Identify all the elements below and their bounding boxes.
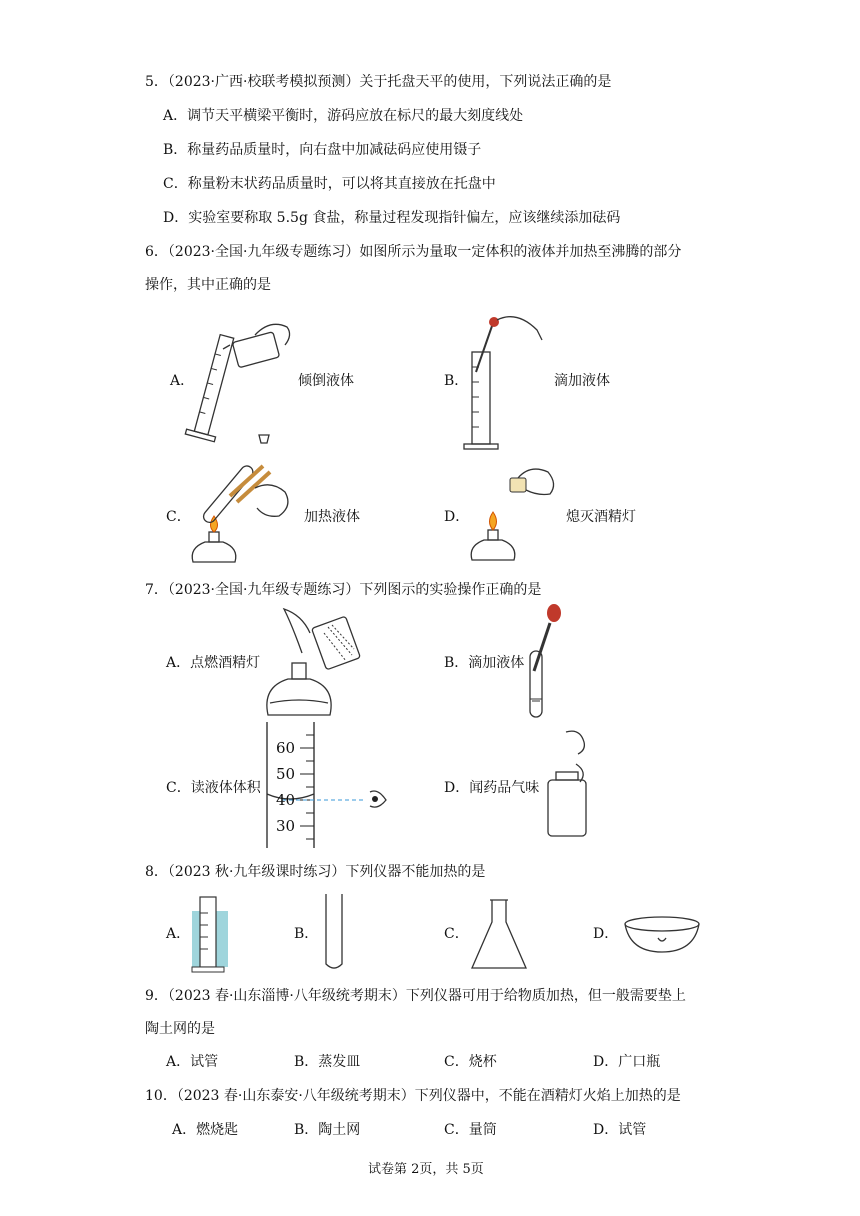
q8-option-a: A．	[166, 926, 191, 942]
q5-option-c: C．称量粉末状药品质量时，可以将其直接放在托盘中	[163, 176, 496, 192]
q7-option-a	[166, 653, 260, 673]
q6-option-d-caption: 熄灭酒精灯	[566, 509, 636, 525]
q10-option-d: D．试管	[593, 1122, 647, 1138]
q7-option-d	[444, 778, 539, 798]
q8-option-c: C．	[444, 926, 469, 942]
q10-option-c: C．量筒	[444, 1122, 497, 1138]
q6-option-c-letter: C．	[166, 509, 191, 525]
q9-option-d: D．广口瓶	[593, 1054, 661, 1070]
q9-stem-line1: 9．（2023 春·山东淄博·八年级统考期末）下列仪器可用于给物质加热，但一般需要垫上	[145, 988, 686, 1004]
q6-stem-line2: 操作，其中正确的是	[145, 277, 271, 293]
q7-stem: 7．（2023·全国·九年级专题练习）下列图示的实验操作正确的是	[145, 582, 542, 598]
q5-stem: 5．（2023·广西·校联考模拟预测）关于托盘天平的使用，下列说法正确的是	[145, 74, 612, 90]
pouring-liquid-figure	[185, 315, 300, 445]
q8-option-b: B．	[294, 926, 319, 942]
q10-stem: 10．（2023 春·山东泰安·八年级统考期末）下列仪器中，不能在酒精灯火焰上加热的是	[145, 1088, 681, 1104]
q7-option-b-caption: 滴加液体	[468, 655, 525, 671]
graduated-cylinder-figure	[188, 893, 232, 975]
dropping-liquid-figure	[462, 312, 552, 452]
q6-option-a-caption: 倾倒液体	[298, 373, 354, 389]
q8-stem: 8．（2023 秋·九年级课时练习）下列仪器不能加热的是	[145, 864, 486, 880]
q5-option-a: A．调节天平横梁平衡时，游码应放在标尺的最大刻度线处	[163, 108, 524, 124]
q5-option-d: D．实验室要称取 5.5g 食盐，称量过程发现指针偏左，应该继续添加砝码	[163, 210, 621, 226]
q9-stem-line2: 陶土网的是	[145, 1021, 215, 1037]
scale-label-30: 30	[276, 817, 296, 835]
q7-option-d-caption: 闻药品气味	[469, 780, 540, 796]
q6-option-a-letter: A．	[170, 373, 195, 389]
q7-option-a-caption: 点燃酒精灯	[190, 655, 261, 671]
q7-option-c-caption: 读液体体积	[190, 780, 261, 796]
q7-option-c	[166, 778, 261, 798]
q9-option-b: B．蒸发皿	[294, 1054, 361, 1070]
q7-option-b-letter: B．	[444, 655, 469, 671]
q6-option-c-caption: 加热液体	[304, 509, 360, 525]
q10-option-a: A．燃烧匙	[172, 1122, 239, 1138]
q7-option-d-letter: D．	[444, 780, 470, 796]
page-footer: 试卷第 2页，共 5页	[368, 1162, 484, 1177]
q10-option-b: B．陶土网	[294, 1122, 361, 1138]
conical-flask-figure	[468, 896, 530, 974]
q9-option-a: A．试管	[166, 1054, 219, 1070]
heating-liquid-figure	[185, 458, 300, 570]
evaporating-dish-figure	[622, 914, 702, 956]
q7-option-b	[444, 653, 524, 673]
q6-option-d-letter: D．	[444, 509, 470, 525]
test-tube-figure	[322, 892, 346, 974]
q7-option-a-letter: A．	[166, 655, 191, 671]
q9-option-c: C．烧杯	[444, 1054, 497, 1070]
dropper-into-tube-figure	[520, 603, 580, 721]
q5-option-b: B．称量药品质量时，向右盘中加减砝码应使用镊子	[163, 142, 482, 158]
q6-option-b-caption: 滴加液体	[554, 373, 610, 389]
scale-label-40: 40	[276, 791, 296, 809]
lighting-lamp-figure	[262, 605, 372, 720]
q8-option-d: D．	[593, 926, 619, 942]
q7-option-c-letter: C．	[166, 780, 191, 796]
scale-label-60: 60	[276, 739, 296, 757]
extinguishing-lamp-figure	[466, 460, 566, 568]
smelling-odor-figure	[540, 728, 610, 840]
q6-option-b-letter: B．	[444, 373, 469, 389]
scale-label-50: 50	[276, 765, 296, 783]
q6-stem-line1: 6．（2023·全国·九年级专题练习）如图所示为量取一定体积的液体并加热至沸腾的部分	[145, 244, 682, 260]
